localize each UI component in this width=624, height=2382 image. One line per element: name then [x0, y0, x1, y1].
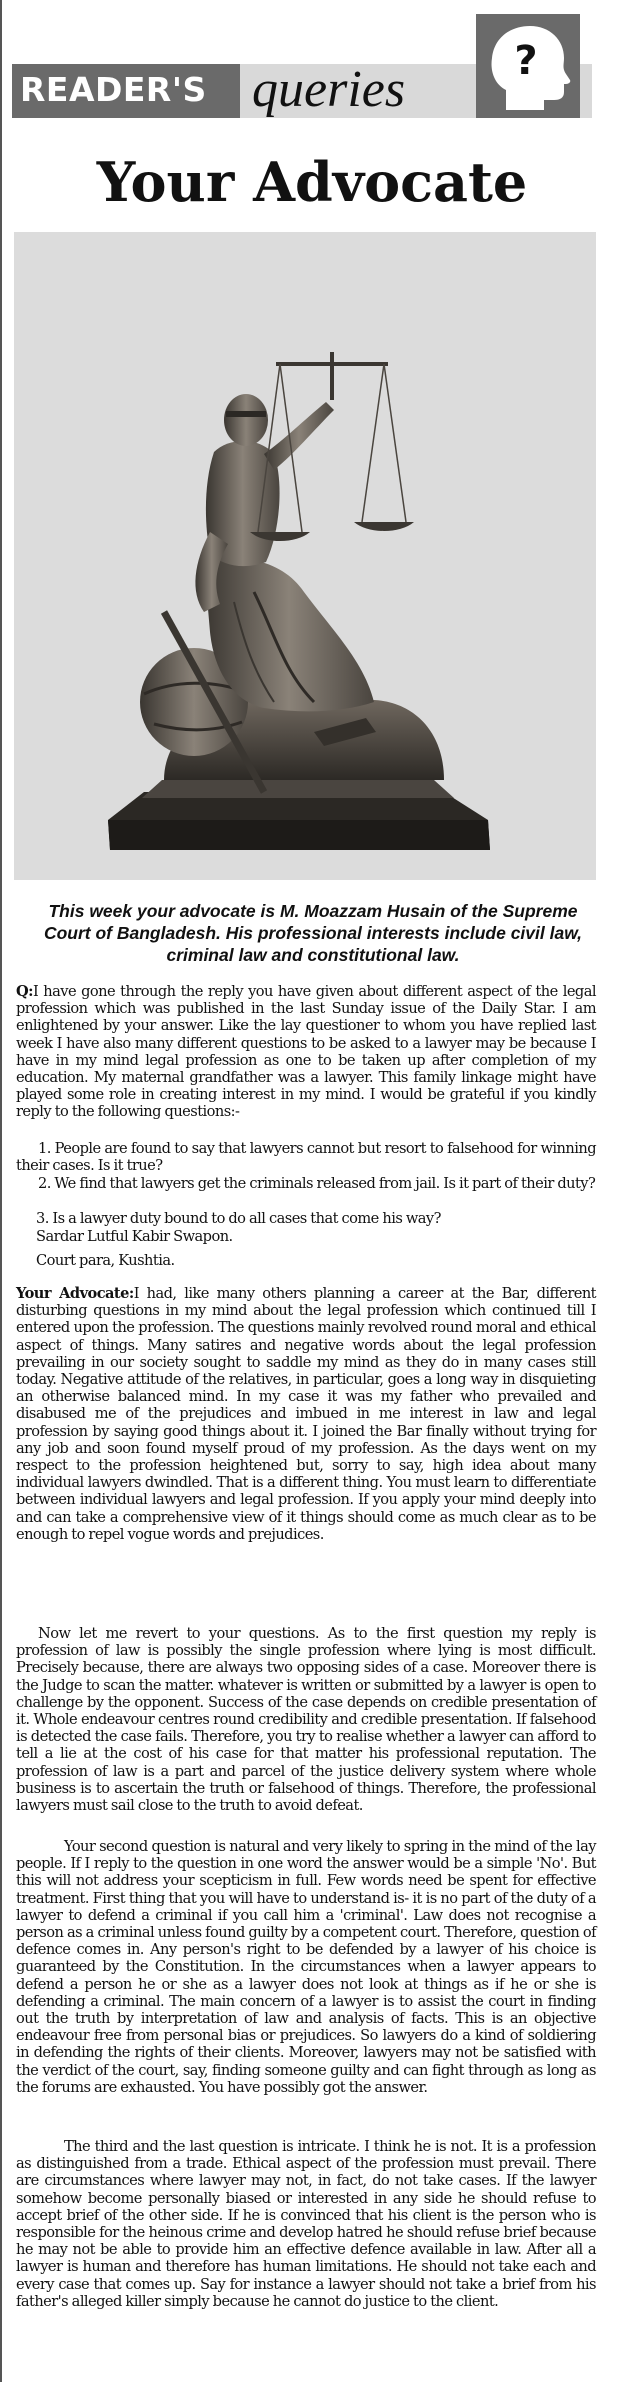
- question-paragraph: [16, 983, 596, 1121]
- signature-name: Sardar Lutful Kabir Swapon.: [36, 1228, 233, 1245]
- page-title: Your Advocate: [96, 150, 528, 214]
- banner-queries-label: queries: [252, 61, 406, 118]
- banner-left-panel: [12, 64, 240, 118]
- question-head-icon: [476, 14, 580, 118]
- answer-text-1: I had, like many others planning a career at the Bar, different disturbing questions in my mind about the legal profession which continued till I entered upon the profession. The questions mainly revolved round moral and ethical aspect of things. Many satires and negative words about the legal profession prevailing in our society sought to saddle my mind as they do in many cases still today. Negative attitude of the relatives, in particular, goes a long way in disquieting an otherwise balanced mind. In my case it was my father who prevailed and disabused me of the prejudices and imbued in me interest in law and legal profession by saying good things about it. I joined the Bar finally without trying for any job and soon found myself proud of my profession. As the days went on my respect to the profession heightened but, sorry to say, high idea about many individual lawyers dwindled. That is a different thing. You must learn to differentiate between individual lawyers and legal profession. If you apply your mind deeply into and can take a comprehensive view of it things should come as much clear as to be enough to repel vogue words and prejudices.: [16, 1285, 596, 1543]
- question-item-3: 3. Is a lawyer duty bound to do all cases that come his way?: [36, 1210, 441, 1227]
- lady-justice-photo: [14, 232, 596, 880]
- answer-paragraph-2: Now let me revert to your questions. As to the first question my reply is profession of law is possibly the single profession where lying is most difficult. Precisely because, there are always two opposing sides of a case. Moreover there is the Judge to scan the matter. whatever is written or submitted by a lawyer is open to challenge by the opponent. Success of the case depends on credible presentation of it. Whole endeavour centres round credibility and credible presentation. If falsehood is detected the case fails. Therefore, you try to realise whether a lawyer can afford to tell a lie at the cost of his case for that matter his professional reputation. The profession of law is a part and parcel of the justice delivery system where whole business is to ascertain the truth or falsehood of things. Therefore, the professional lawyers must sail close to the truth to avoid defeat.: [16, 1625, 596, 1815]
- svg-text:?: ?: [514, 38, 538, 84]
- answer-paragraph-1: [16, 1285, 596, 1543]
- answer-label: Your Advocate:: [16, 1285, 134, 1302]
- left-border-rule: [0, 0, 2, 2382]
- signature-place: Court para, Kushtia.: [36, 1252, 175, 1269]
- advocate-intro: This week your advocate is M. Moazzam Husain of the Supreme Court of Bangladesh. His professional interests include civil law, criminal law and constitutional law.: [43, 901, 583, 965]
- banner-readers-label: READER'S: [20, 70, 207, 109]
- answer-paragraph-4: The third and the last question is intricate. I think he is not. It is a profession as distinguished from a trade. Ethical aspect of the profession must prevail. There are circumstances where lawyer may not, in fact, do not take cases. If the lawyer somehow become personally biased or interested in any side he should refuse to accept brief of the other side. If he is convinced that his client is the person who is responsible for the heinous crime and develop hatred he should refuse brief because he may not be able to provide him an effective defence available in law. After all a lawyer is human and therefore has human limitations. He should not take each and every case that comes up. Say for instance a lawyer should not take a brief from his father's alleged killer simply because he cannot do justice to the client.: [16, 2138, 596, 2310]
- question-text: I have gone through the reply you have given about different aspect of the legal profession which was published in the last Sunday issue of the Daily Star. I am enlightened by your answer. Like the lay questioner to whom you have replied last week I have also many different questions to be asked to a lawyer may be because I have in my mind legal profession as one to be taken up after completion of my education. My maternal grandfather was a lawyer. This family linkage might have played some role in creating interest in my mind. I would be grateful if you kindly reply to the following questions:-: [16, 983, 596, 1121]
- answer-paragraph-3: Your second question is natural and very likely to spring in the mind of the lay people. If I reply to the question in one word the answer would be a simple 'No'. But this will not address your scepticism in full. Few words need be spent for effective treatment. First thing that you will have to understand is- it is no part of the duty of a lawyer to defend a criminal if you call him a 'criminal'. Law does not recognise a person as a criminal unless found guilty by a competent court. Therefore, question of defence comes in. Any person's right to be defended by a lawyer of his choice is guaranteed by the Constitution. In the circumstances when a lawyer appears to defend a person he or she as a lawyer does not look at things as if he or she is defending a criminal. The main concern of a lawyer is to assist the court in finding out the truth by interpretation of law and analysis of facts. This is an objective endeavour free from personal bias or prejudices. So lawyers do a kind of soldiering in defending the rights of their clients. Moreover, lawyers may not be satisfied with the verdict of the court, say, finding someone guilty and can fight through as long as the forums are exhausted. You have possibly got the answer.: [16, 1838, 596, 2096]
- question-item-2: 2. We find that lawyers get the criminals released from jail. Is it part of their duty?: [38, 1175, 596, 1192]
- question-item-1: 1. People are found to say that lawyers cannot but resort to falsehood for winning their cases. Is it true?: [16, 1140, 596, 1175]
- question-label: Q:: [16, 983, 33, 1000]
